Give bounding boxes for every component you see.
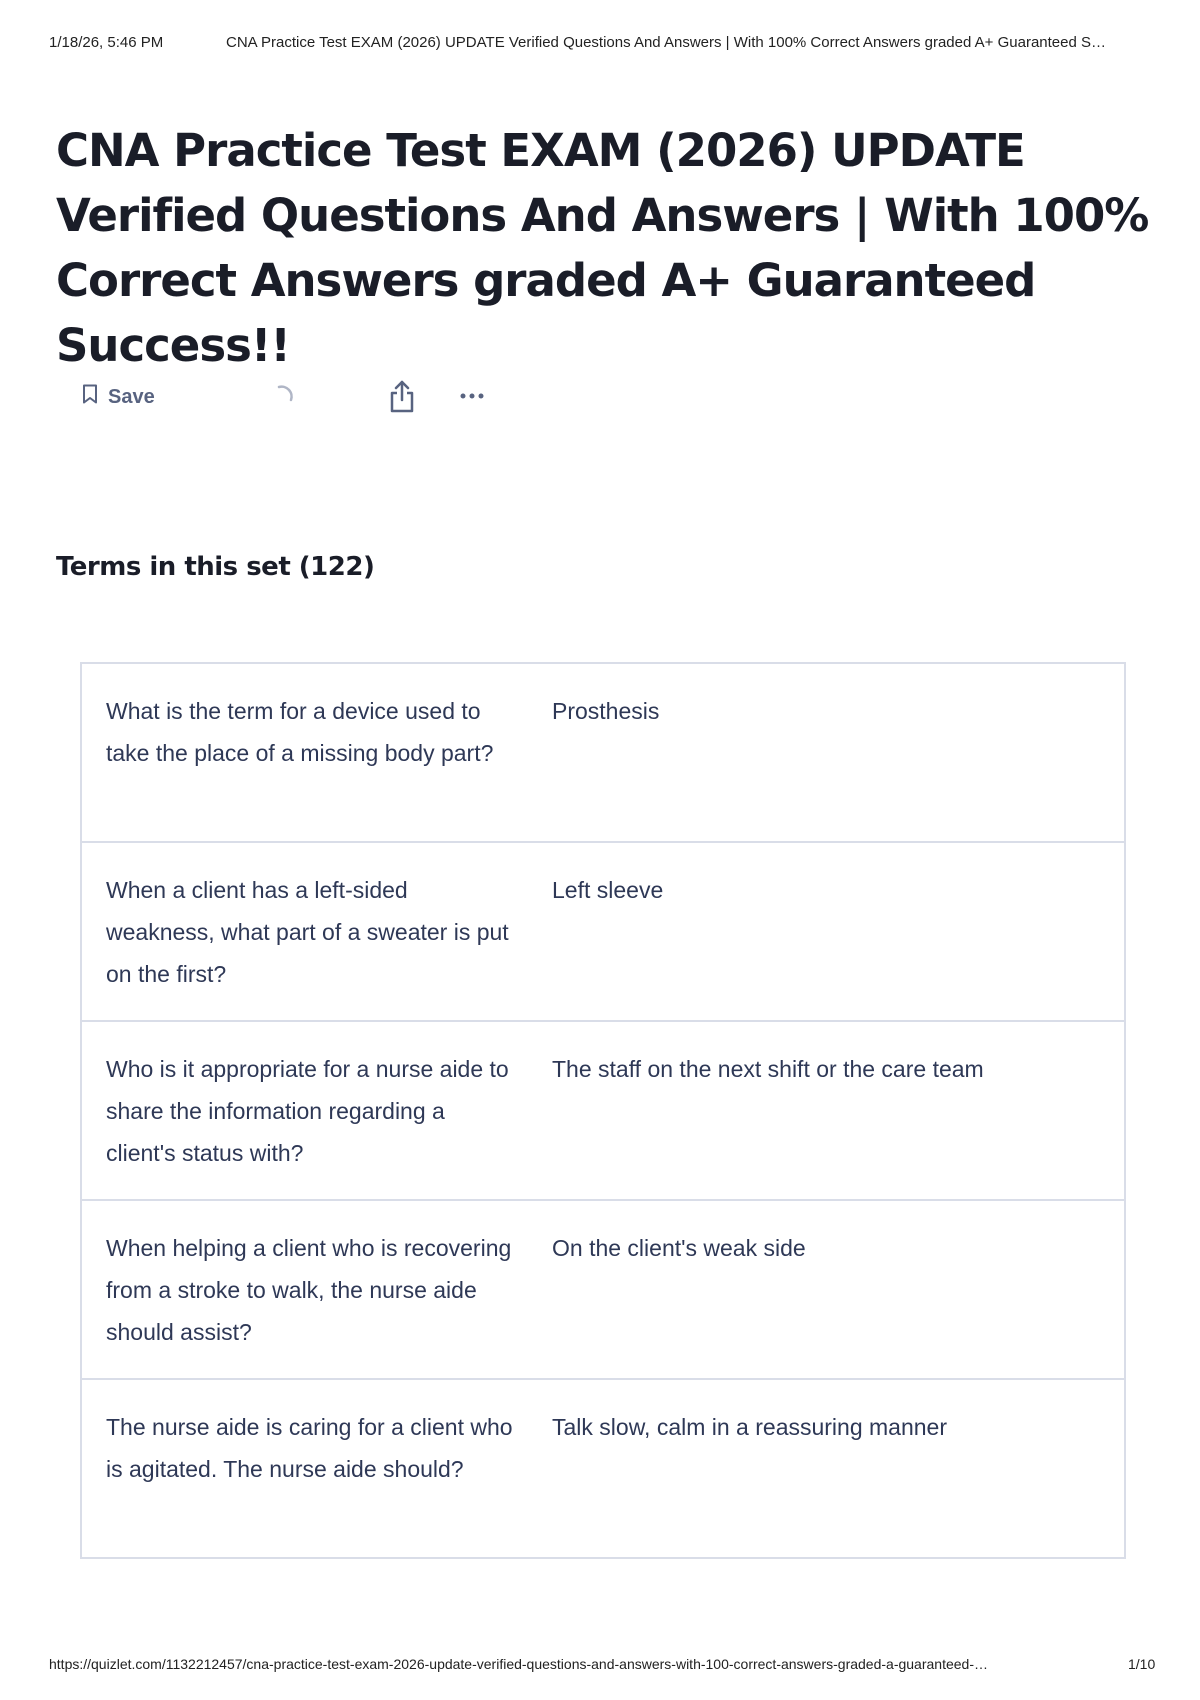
term-text: When helping a client who is recovering from a stroke to walk, the nurse aide should assist? (106, 1235, 512, 1345)
print-doc-title: CNA Practice Test EXAM (2026) UPDATE Verified Questions And Answers | With 100% Correct Answers graded A+ Guaranteed S… (226, 34, 1106, 51)
bookmark-icon (82, 384, 98, 410)
term-row (80, 841, 1126, 1022)
definition-text: On the client's weak side (552, 1235, 806, 1261)
term-row (80, 1378, 1126, 1559)
print-url: https://quizlet.com/1132212457/cna-practice-test-exam-2026-update-verified-questions-and-answers-with-100-correct-answers-graded-a-guaranteed-… (49, 1656, 988, 1672)
set-toolbar (82, 372, 532, 422)
term-text: What is the term for a device used to take the place of a missing body part? (106, 698, 494, 766)
term-text: The nurse aide is caring for a client who is agitated. The nurse aide should? (106, 1414, 513, 1482)
more-options-icon[interactable] (452, 376, 492, 416)
print-page-number: 1/10 (1128, 1656, 1156, 1672)
save-label: Save (108, 385, 155, 408)
definition-text: Prosthesis (552, 698, 660, 724)
definition-text: The staff on the next shift or the care team (552, 1056, 984, 1082)
print-footer (0, 1650, 1200, 1680)
save-button[interactable] (82, 372, 155, 422)
term-text: Who is it appropriate for a nurse aide to share the information regarding a client's status with? (106, 1056, 509, 1166)
definition-text: Left sleeve (552, 877, 664, 903)
term-row (80, 662, 1126, 843)
definition-text: Talk slow, calm in a reassuring manner (552, 1414, 947, 1440)
share-icon[interactable] (382, 376, 422, 416)
loading-spinner-icon (268, 382, 298, 412)
terms-list (80, 662, 1126, 1559)
term-row (80, 1199, 1126, 1380)
print-datetime: 1/18/26, 5:46 PM (49, 34, 164, 51)
terms-heading: Terms in this set (122) (56, 552, 375, 582)
print-header (0, 0, 1200, 90)
term-row (80, 1020, 1126, 1201)
term-text: When a client has a left-sided weakness, what part of a sweater is put on the first? (106, 877, 509, 987)
page-title: CNA Practice Test EXAM (2026) UPDATE Verified Questions And Answers | With 100% Correct Answers graded A+ Guaranteed Success!! (56, 124, 1149, 372)
